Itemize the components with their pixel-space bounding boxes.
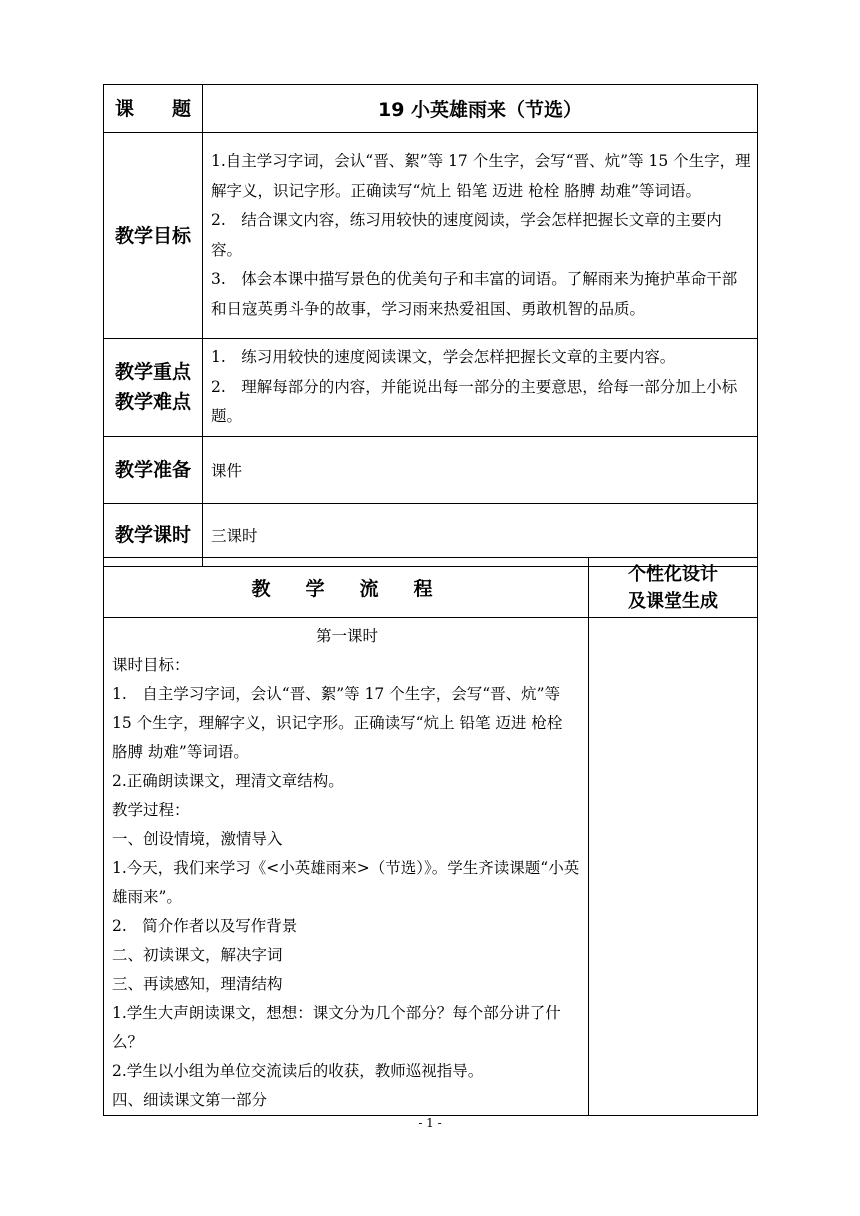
flow-line: 二、初读课文，解决字词 (112, 946, 283, 964)
lesson-info-table (103, 84, 758, 567)
page-number: - 1 - (418, 1116, 442, 1130)
flow-line: 四、细读课文第一部分 (112, 1091, 268, 1109)
lesson-title: 19 小英雄雨来（节选） (203, 85, 758, 133)
objective-item: 1.自主学习字词，会认“晋、絮”等 17 个生字，会写“晋、炕”等 15 个生字，理解字义，识记字形。正确读写“炕上 铅笔 迈进 枪栓 胳膊 劫难”等词语。 (211, 152, 751, 200)
hours-content: 三课时 (203, 503, 758, 566)
side-header-1: 个性化设计 (628, 563, 718, 585)
flow-header: 教 学 流 程 (104, 558, 589, 618)
key-points-row (104, 339, 758, 437)
prep-content: 课件 (203, 436, 758, 503)
flow-line: 1.今天，我们来学习《<小英雄雨来>（节选）》。学生齐读课题“小英雄雨来”。 (112, 859, 580, 906)
objectives-row (104, 133, 758, 339)
title-label: 课 题 (104, 85, 203, 133)
flow-body-row (104, 618, 758, 1116)
design-notes-cell (589, 618, 758, 1116)
key-points-content (203, 339, 758, 437)
key-point-item: 2. 理解每部分的内容，并能说出每一部分的主要意思，给每一部分加上小标题。 (211, 377, 738, 425)
flow-content (104, 618, 589, 1116)
design-header (589, 558, 758, 618)
objectives-content (203, 133, 758, 339)
objective-item: 2. 结合课文内容，练习用较快的速度阅读，学会怎样把握长文章的主要内容。 (211, 211, 722, 259)
key-label-2: 教学难点 (114, 391, 191, 414)
flow-header-row (104, 558, 758, 618)
flow-line: 1.学生大声朗读课文，想想：课文分为几个部分？每个部分讲了什么？ (112, 1004, 561, 1051)
hours-label: 教学课时 (104, 503, 203, 566)
flow-line: 1. 自主学习字词，会认“晋、絮”等 17 个生字，会写“晋、炕”等 15 个生字，理解字义，识记字形。正确读写“炕上 铅笔 迈进 枪栓 胳膊 劫难”等词语。 (112, 685, 563, 761)
title-row (104, 85, 758, 133)
flow-line: 一、创设情境，激情导入 (112, 830, 283, 848)
lesson-period-title: 第一课时 (315, 627, 378, 645)
objective-item: 3. 体会本课中描写景色的优美句子和丰富的词语。了解雨来为掩护革命干部和日寇英勇斗争的故事，学习雨来热爱祖国、勇敢机智的品质。 (211, 270, 738, 318)
prep-label: 教学准备 (104, 436, 203, 503)
prep-row (104, 436, 758, 503)
flow-line: 2.正确朗读课文，理清文章结构。 (112, 772, 344, 790)
flow-line: 2.学生以小组为单位交流读后的收获，教师巡视指导。 (112, 1062, 484, 1080)
flow-line: 课时目标： (112, 656, 190, 674)
key-label-1: 教学重点 (114, 361, 191, 384)
teaching-flow-table (103, 557, 758, 1116)
key-point-item: 1. 练习用较快的速度阅读课文，学会怎样把握长文章的主要内容。 (211, 348, 676, 366)
key-points-label (104, 339, 203, 437)
side-header-2: 及课堂生成 (628, 590, 718, 612)
objectives-label: 教学目标 (104, 133, 203, 339)
flow-line: 教学过程： (112, 801, 190, 819)
flow-line: 2. 简介作者以及写作背景 (112, 917, 298, 935)
flow-line: 三、再读感知，理清结构 (112, 975, 283, 993)
